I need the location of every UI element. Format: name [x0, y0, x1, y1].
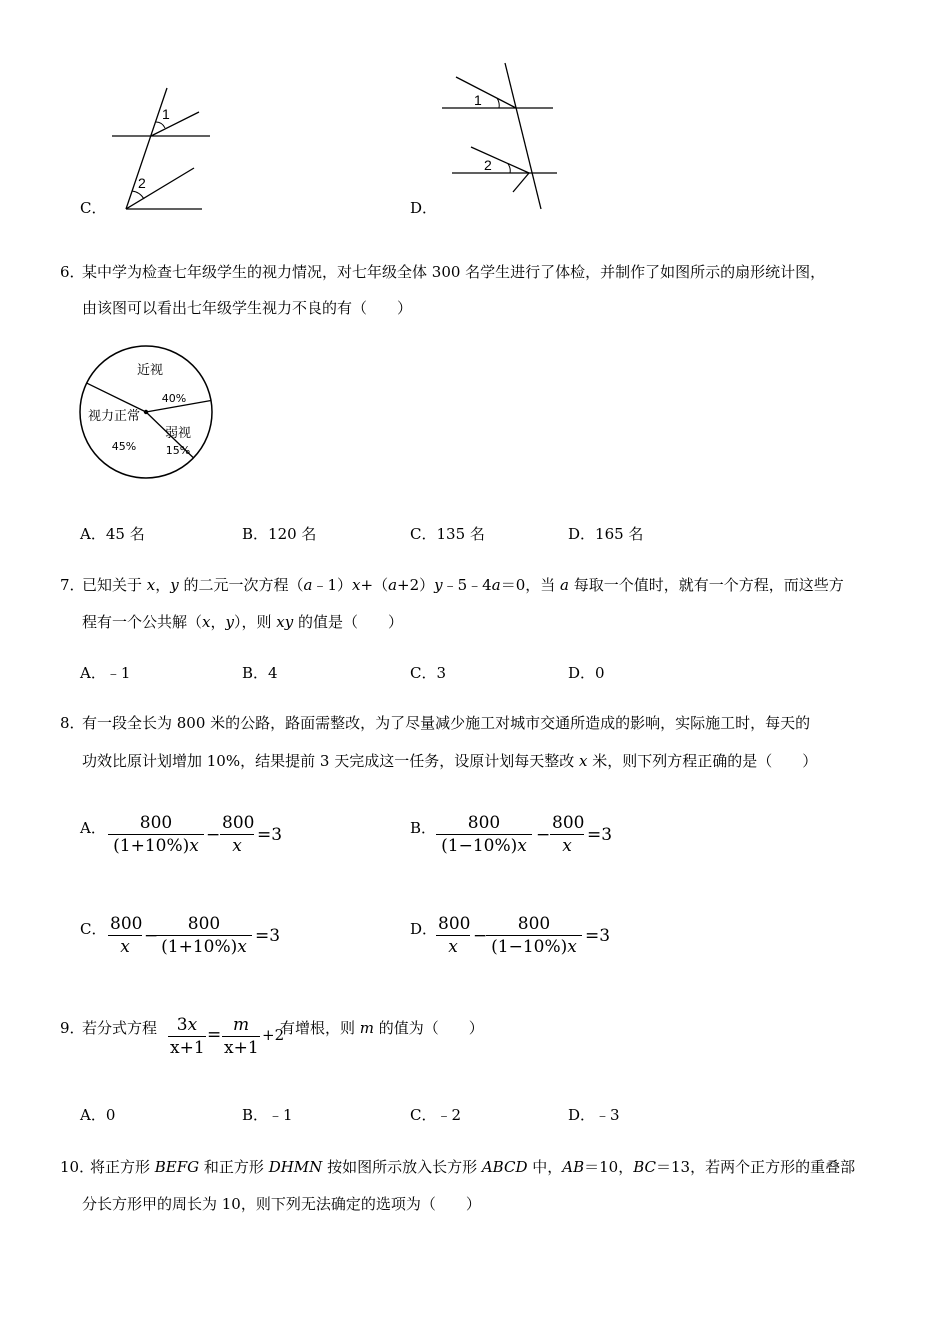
q6-number: 6．: [60, 263, 85, 281]
pie-label-0: 近视: [136, 363, 164, 378]
q8-number: 8．: [60, 714, 85, 732]
q8-b-frac1: 800 (1−10%)x: [436, 812, 532, 857]
pie-value-1: 15%: [165, 444, 191, 457]
q8-b-minus: −: [536, 825, 551, 845]
d-lower-ray-ext: [513, 173, 529, 192]
d-angle2-label: 2: [484, 157, 492, 173]
pie-value-0: 40%: [161, 392, 187, 405]
q8-option-c-label[interactable]: C．: [80, 920, 107, 938]
pie-center: [144, 410, 148, 414]
q7-text-line1: 已知关于 x，y 的二元一次方程（a﹣1）x+（a+2）y﹣5﹣4a＝0，当 a 每取一个值时，就有一个方程，而这些方: [82, 576, 844, 594]
pie-value-2: 45%: [111, 440, 137, 453]
pie-label-2: 视力正常: [87, 409, 141, 424]
q8-d-equals: =3: [585, 926, 611, 946]
q9-frac1: 3x x+1: [170, 1015, 205, 1058]
d-lower-ray: [471, 147, 529, 173]
c-angle2-label: 2: [138, 175, 146, 191]
q8-c-frac1: 800 x: [110, 914, 143, 957]
q8-c-equals: =3: [255, 926, 281, 946]
q5-figure-c: [105, 85, 225, 220]
q8-b-equals: =3: [587, 825, 613, 845]
q6-option-c[interactable]: C．135 名: [410, 525, 485, 543]
q8-option-d-label[interactable]: D．: [410, 920, 438, 938]
d-angle2-arc: [508, 164, 510, 173]
q9-option-b[interactable]: B．﹣1: [242, 1106, 293, 1124]
q6-option-a[interactable]: A．45 名: [80, 525, 145, 543]
q8-c-frac2: 800 (1+10%)x: [156, 913, 252, 958]
q7-text-line2: 程有一个公共解（x，y），则 xy 的值是（ ）: [82, 613, 403, 631]
c-angle1-arc: [156, 122, 165, 128]
q8-c-minus: −: [144, 926, 159, 946]
q8-d-frac2: 800 (1−10%)x: [486, 913, 582, 958]
q10-text-line2: 分长方形甲的周长为 10，则下列无法确定的选项为（ ）: [82, 1195, 481, 1213]
d-transversal: [505, 63, 541, 209]
q5-figure-d: [440, 60, 560, 215]
q8-text-line1: 有一段全长为 800 米的公路，路面需整改，为了尽量减少施工对城市交通所造成的影响，实际施工时，每天的: [82, 714, 811, 732]
q9-number: 9．: [60, 1019, 85, 1037]
q6-pie-chart: [78, 342, 218, 482]
q8-option-b-label[interactable]: B．: [410, 819, 437, 837]
q9-suffix: 有增根，则 m 的值为（ ）: [280, 1019, 484, 1037]
q10-text-line1: 将正方形 BEFG 和正方形 DHMN 按如图所示放入长方形 ABCD 中，AB＝10，BC＝13，若两个正方形的重叠部: [90, 1158, 856, 1176]
q5-option-c[interactable]: C．: [80, 199, 107, 217]
q9-frac2: m x+1: [224, 1015, 259, 1058]
q9-option-a[interactable]: A．0: [80, 1106, 116, 1124]
q7-option-a[interactable]: A．﹣1: [80, 664, 131, 682]
q10-number: 10．: [60, 1158, 95, 1176]
q9-equals: =: [207, 1025, 222, 1045]
q7-option-c[interactable]: C．3: [410, 664, 447, 682]
q8-option-a-label[interactable]: A．: [80, 819, 106, 837]
q7-option-b[interactable]: B．4: [242, 664, 278, 682]
q8-d-minus: −: [473, 926, 488, 946]
d-angle1-label: 1: [474, 92, 482, 108]
q9-option-c[interactable]: C．﹣2: [410, 1106, 462, 1124]
q7-option-d[interactable]: D．0: [568, 664, 605, 682]
q8-a-equals: =3: [257, 825, 283, 845]
q9-option-d[interactable]: D．﹣3: [568, 1106, 620, 1124]
q8-text-line2: 功效比原计划增加 10%，结果提前 3 天完成这一任务，设原计划每天整改 x 米，则下列方程正确的是（ ）: [82, 752, 818, 770]
q6-text-line2: 由该图可以看出七年级学生视力不良的有（ ）: [82, 299, 413, 317]
c-angle2-arc: [132, 191, 144, 199]
q8-a-frac1: 800 (1+10%)x: [108, 812, 204, 857]
q7-number: 7．: [60, 576, 85, 594]
q8-b-frac2: 800 x: [552, 813, 585, 856]
d-upper-ray: [456, 77, 516, 108]
c-angle1-label: 1: [162, 106, 170, 122]
q8-a-minus: −: [206, 825, 221, 845]
q6-option-b[interactable]: B．120 名: [242, 525, 317, 543]
q6-option-d[interactable]: D．165 名: [568, 525, 644, 543]
pie-label-1: 弱视: [164, 426, 192, 441]
q8-a-frac2: 800 x: [222, 813, 255, 856]
q8-d-frac1: 800 x: [438, 914, 471, 957]
q9-prefix: 若分式方程: [82, 1019, 158, 1037]
c-lower-ray: [126, 168, 194, 209]
q6-text-line1: 某中学为检查七年级学生的视力情况，对七年级全体 300 名学生进行了体检，并制作了如图所示的扇形统计图，: [82, 263, 826, 281]
q9-plus2: +2: [262, 1026, 285, 1044]
q5-option-d[interactable]: D．: [410, 199, 438, 217]
